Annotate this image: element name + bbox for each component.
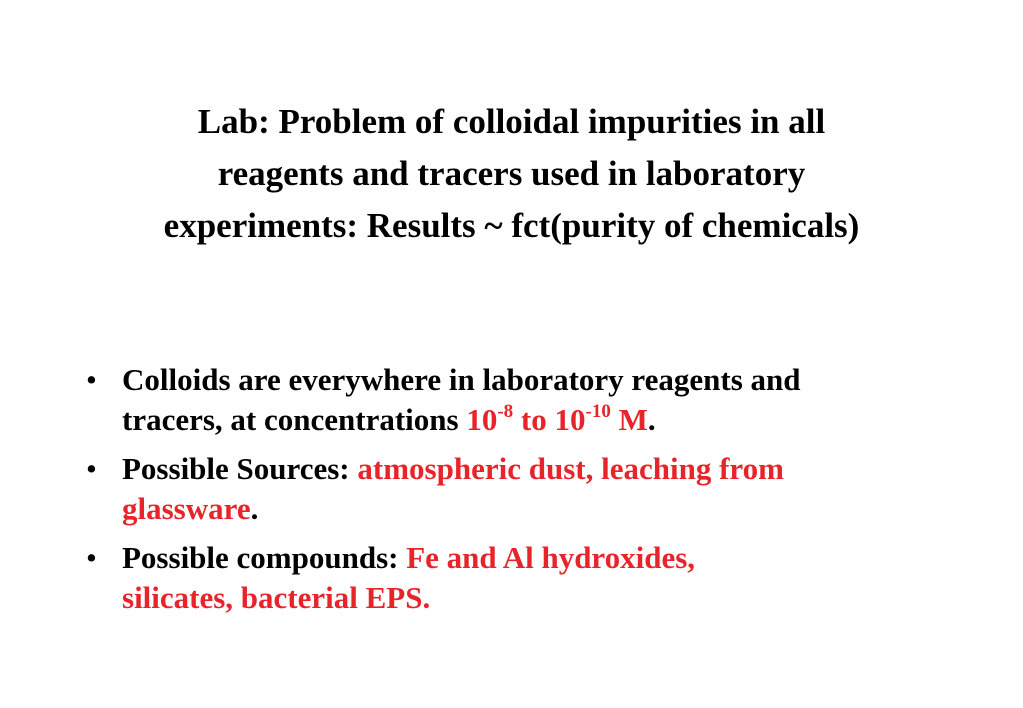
concentration-range — [466, 402, 648, 437]
title-line-2: reagents and tracers used in laboratory — [217, 154, 806, 193]
bullet-dot-icon: • — [86, 451, 97, 486]
concentration-unit: M — [610, 402, 648, 437]
bullet-dot-icon: • — [86, 540, 97, 575]
slide-title — [60, 96, 963, 252]
bullet-1-suffix: . — [647, 402, 656, 437]
concentration-exponent-1: -8 — [497, 400, 514, 422]
sources-line-1: atmospheric dust, leaching from — [357, 451, 784, 486]
compounds-line-1: Fe and Al hydroxides, — [406, 540, 696, 575]
bullet-item-compounds — [86, 538, 966, 618]
bullet-list — [86, 360, 966, 627]
concentration-base-1: 10 — [466, 402, 498, 437]
title-line-3: experiments: Results ~ fct(purity of chemicals) — [163, 206, 860, 245]
compounds-line-2: silicates, bacterial EPS. — [122, 580, 431, 615]
bullet-2-suffix: . — [250, 491, 259, 526]
bullet-3-label: Possible compounds: — [122, 540, 407, 575]
bullet-1-line-1: Colloids are everywhere in laboratory reagents and — [122, 362, 801, 397]
bullet-dot-icon: • — [86, 362, 97, 397]
bullet-2-label: Possible Sources: — [122, 451, 358, 486]
concentration-to: to 10 — [513, 402, 586, 437]
bullet-item-sources — [86, 449, 966, 529]
sources-line-2: glassware — [122, 491, 251, 526]
bullet-item-colloids — [86, 360, 966, 440]
bullet-1-line-2: tracers, at concentrations — [122, 402, 467, 437]
concentration-exponent-2: -10 — [585, 400, 611, 422]
title-line-1: Lab: Problem of colloidal impurities in all — [197, 102, 826, 141]
